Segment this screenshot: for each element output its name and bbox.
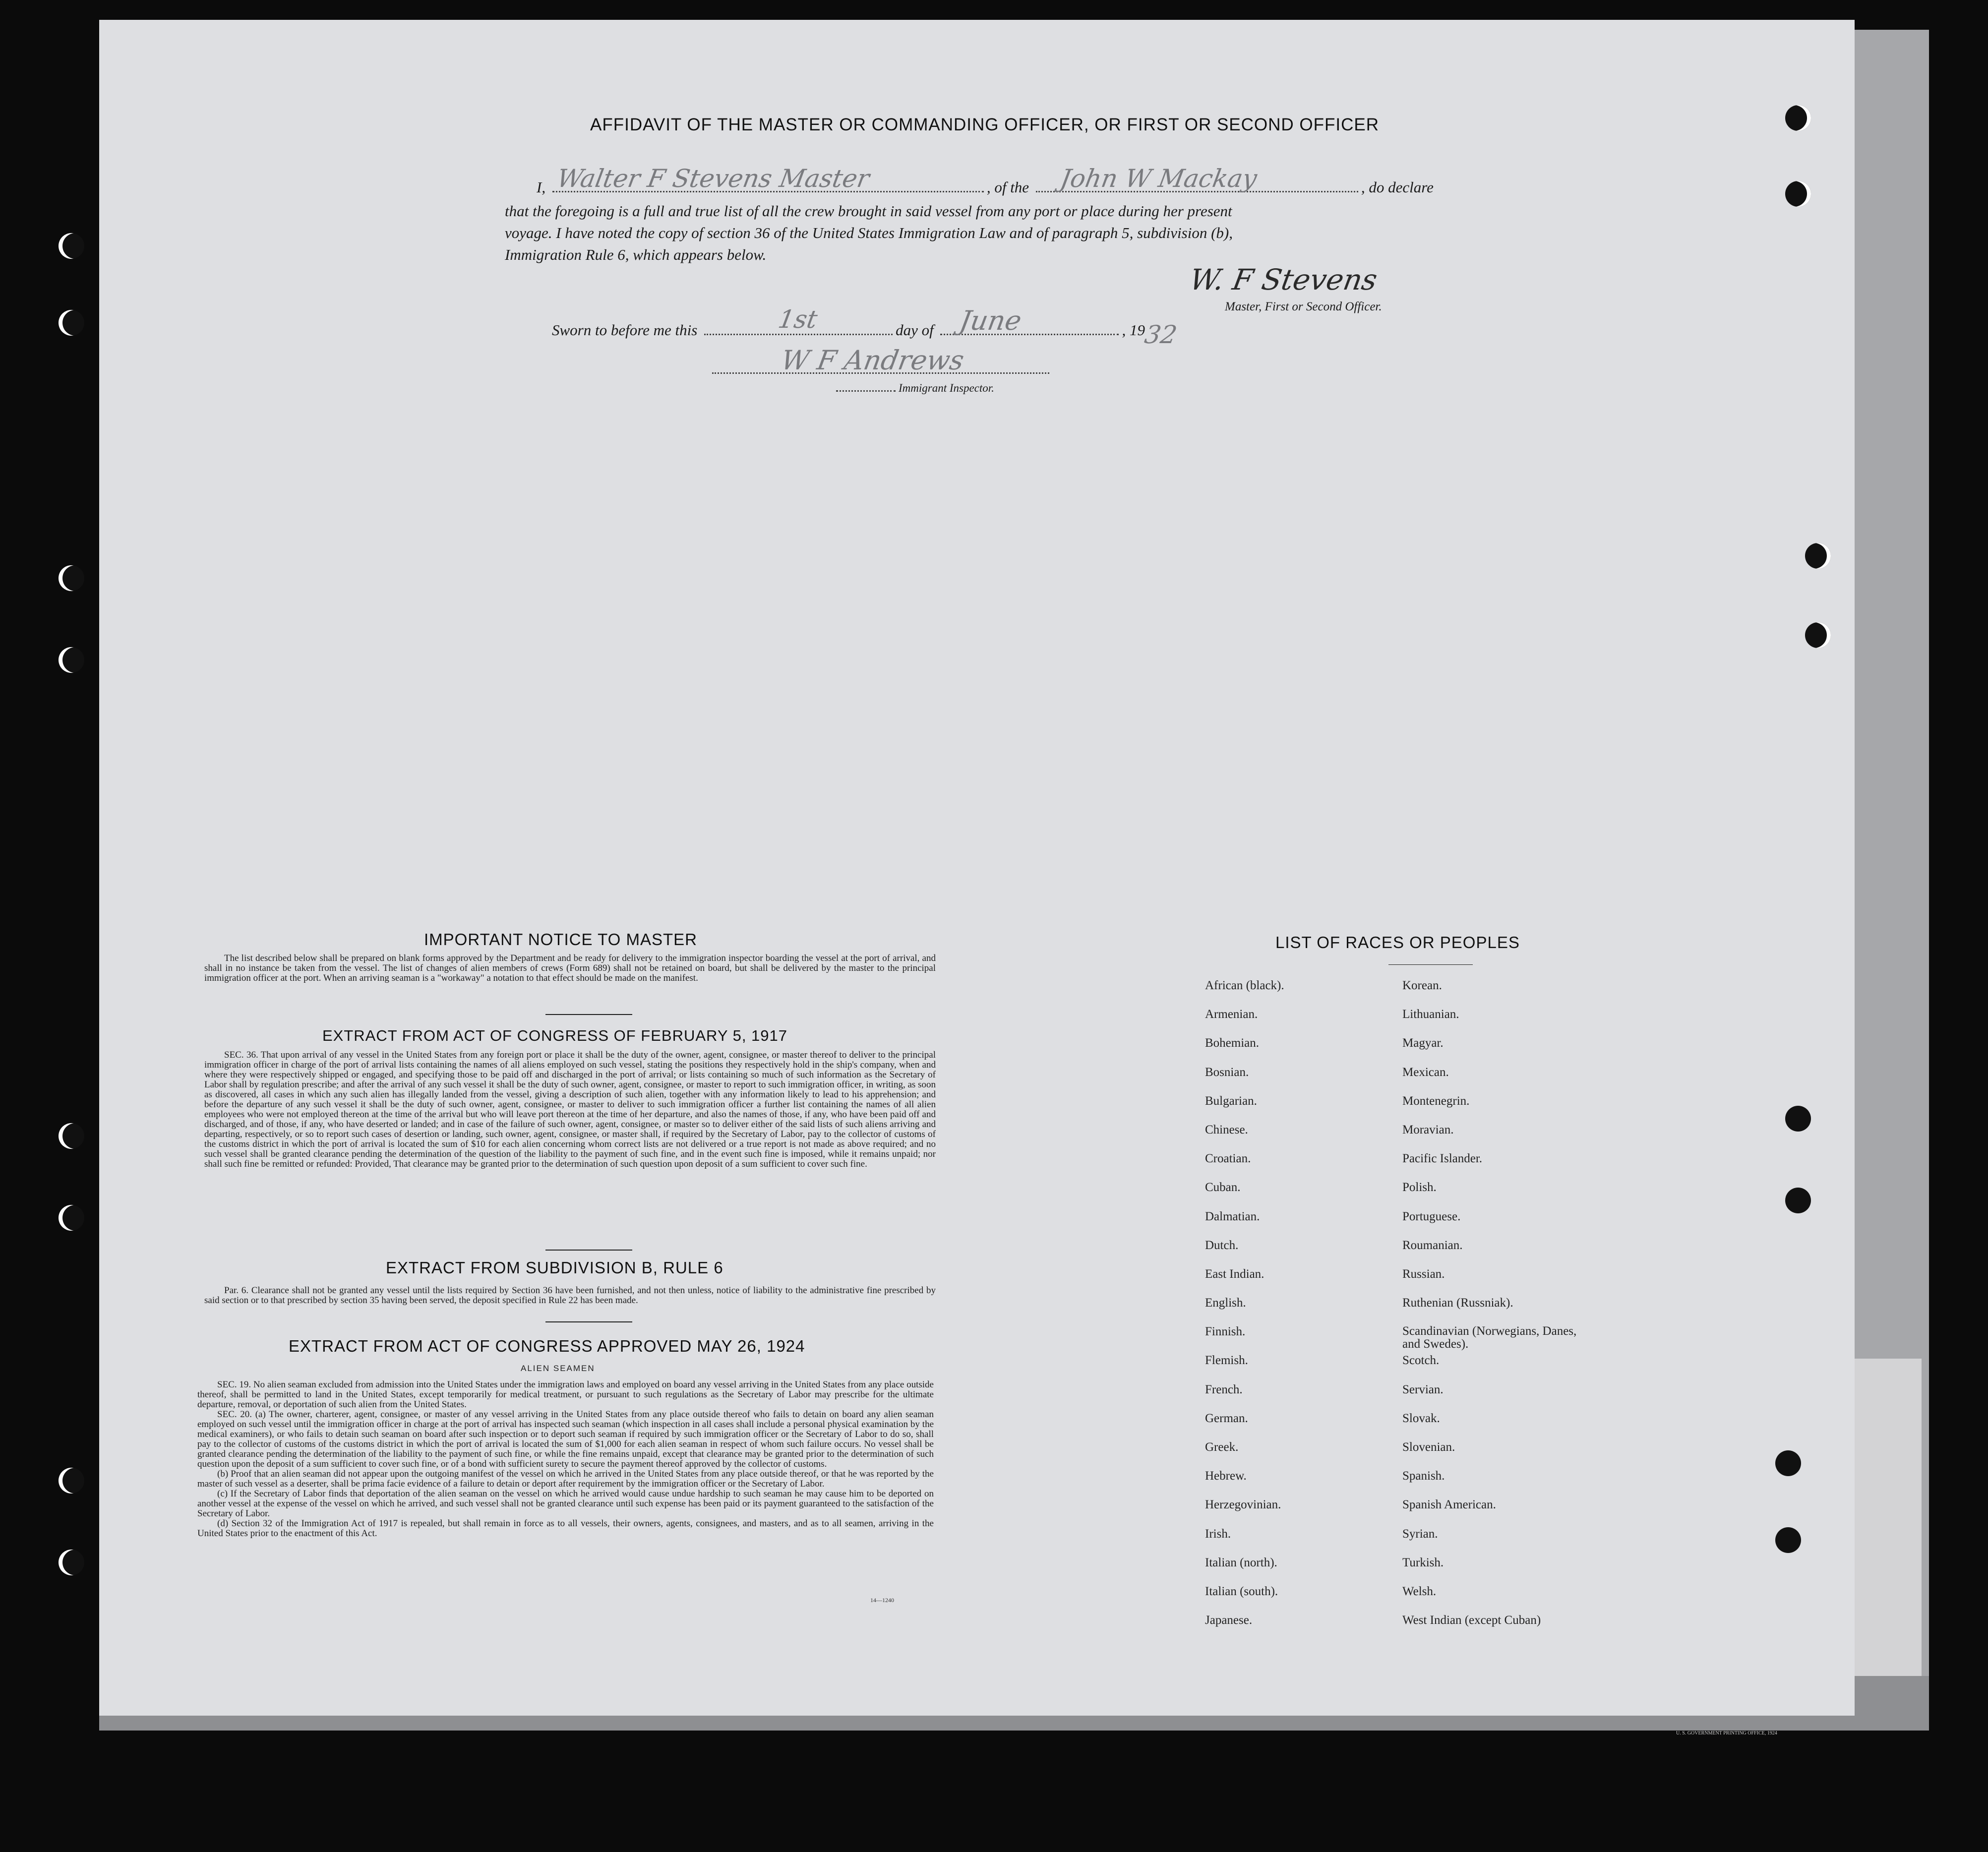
punch-hole bbox=[1805, 622, 1831, 648]
affidavit-line-1 bbox=[537, 164, 1459, 196]
affidavit-line-4: Immigration Rule 6, which appears below. bbox=[505, 246, 767, 263]
race-item: Hebrew. bbox=[1205, 1469, 1247, 1483]
race-item: Italian (south). bbox=[1205, 1584, 1278, 1598]
race-item: Irish. bbox=[1205, 1527, 1231, 1541]
race-item: Dutch. bbox=[1205, 1238, 1239, 1252]
race-item: Slovak. bbox=[1402, 1411, 1440, 1425]
affidavit-title: AFFIDAVIT OF THE MASTER OR COMMANDING OFFICER, OR FIRST OR SECOND OFFICER bbox=[590, 115, 1380, 134]
divider bbox=[545, 1250, 632, 1251]
race-item: Flemish. bbox=[1205, 1354, 1248, 1368]
race-item: Lithuanian. bbox=[1402, 1008, 1459, 1021]
extract-1917-text bbox=[204, 1050, 936, 1169]
races-left-column bbox=[1205, 979, 1284, 1642]
race-item: Spanish American. bbox=[1402, 1498, 1496, 1512]
master-name-handwriting: Walter F Stevens Master bbox=[554, 164, 872, 193]
race-item: German. bbox=[1205, 1411, 1248, 1425]
extract-1917-paragraph: SEC. 36. That upon arrival of any vessel in the United States from any foreign port or place it shall be the duty of the owner, agent, consignee, or master thereof to deliver to the principal immigration officer in charge of the port of arrival lists containing the names of all aliens employed on such vessel, stating the positions they respectively hold in the ship's company, when and where they were respectively shipped or engaged, and specifying those to be paid off and discharged in the port of arrival; or lists containing so much of such information as the Secretary of Labor shall by regulation prescribe; and after the arrival of any such vessel it shall be the duty of such owner, agent, consignee, or master to report to such immigration officer, in writing, as soon as discovered, all cases in which any such alien has illegally landed from the vessel, giving a description of such alien, together with any information likely to lead to his apprehension; and before the departure of any such vessel it shall be the duty of such owner, agent, consignee, or master to deliver to such immigration officer a further list containing the names of all alien employees who were not employed thereon at the time of the arrival but who will leave port thereon at the time of her departure, and also the names of those, if any, who have been paid off and discharged, and of those, if any, who have deserted or landed; and in case of the failure of such owner, agent, consignee, or master so to deliver either of the said lists of such aliens arriving and departing, respectively, or so to report such cases of desertion or landing, such owner, agent, consignee, or master shall, if required by the Secretary of Labor, pay to the collector of customs of the customs district in which the port of arrival is located the sum of $10 for each alien concerning whom correct lists are not delivered or a true report is not made as above required; and no such vessel shall be granted clearance pending the determination of the question of the liability to the payment of such fine, and in the event such fine is imposed, while it remains unpaid; nor shall such fine be remitted or refunded: Provided, That clearance may be granted prior to the determination of such question upon deposit of a sum sufficient to cover such fine. bbox=[204, 1050, 936, 1169]
race-item: Ruthenian (Russniak). bbox=[1402, 1296, 1513, 1310]
of-the-label: , of the bbox=[986, 179, 1029, 196]
race-item: Servian. bbox=[1402, 1382, 1444, 1396]
sworn-day-field bbox=[704, 305, 893, 335]
punch-hole bbox=[1775, 1527, 1801, 1553]
notice-paragraph: The list described below shall be prepared on blank forms approved by the Department and be ready for delivery to the immigration inspector boarding the vessel at the port of arrival, and shall in no instance be taken from the vessel. The list of changes of alien members of crews (Form 689) shall not be retained on board, but shall be delivered by the master to the principal immigration officer at the port. When an arriving seaman is a "workaway" a notation to that effect should be made on the manifest. bbox=[204, 953, 936, 983]
extract-1924-title: EXTRACT FROM ACT OF CONGRESS APPROVED MAY 26, 1924 bbox=[289, 1337, 805, 1355]
races-right-column bbox=[1402, 979, 1591, 1642]
day-of-label: day of bbox=[896, 321, 934, 339]
inspector-caption-line bbox=[833, 382, 994, 395]
inspector-caption-dots bbox=[836, 387, 896, 392]
sec-20c-paragraph: (c) If the Secretary of Labor finds that deportation of the alien seaman on the vessel on which he arrived would cause undue hardship to such seaman he may cause him to be deported on another vessel at the expense of the vessel on which he arrived, and such vessel shall not be granted clearance until such expense has been paid or its payment guaranteed to the satisfaction of the Secretary of Labor. bbox=[197, 1489, 934, 1519]
punch-hole bbox=[59, 647, 84, 673]
race-item: Bohemian. bbox=[1205, 1036, 1260, 1050]
vessel-name-field bbox=[1036, 164, 1358, 193]
sworn-label: Sworn to before me this bbox=[552, 321, 698, 339]
divider bbox=[545, 1321, 632, 1322]
divider bbox=[1388, 964, 1473, 965]
printing-office-imprint: U. S. GOVERNMENT PRINTING OFFICE, 1924 bbox=[1676, 1731, 1777, 1736]
race-item: Korean. bbox=[1402, 979, 1442, 992]
race-item: Greek. bbox=[1205, 1440, 1239, 1454]
extract-1924-text bbox=[197, 1380, 934, 1539]
vessel-name-handwriting: John W Mackay bbox=[1058, 164, 1260, 193]
punch-hole bbox=[1785, 105, 1811, 131]
sec-19-paragraph: SEC. 19. No alien seaman excluded from admission into the United States under the immigration laws and employed on board any vessel arriving in the United States from any place outside thereof, shall be permitted to land in the United States, except temporarily for medical treatment, or pursuant to such regulations as the Secretary of Labor may prescribe for the ultimate departure, removal, or deportation of such alien from the United States. bbox=[197, 1379, 934, 1410]
subdivision-b-text bbox=[204, 1286, 936, 1306]
punch-hole bbox=[1785, 1188, 1811, 1213]
punch-hole bbox=[59, 565, 84, 591]
divider bbox=[545, 1014, 632, 1015]
subdivision-b-title: EXTRACT FROM SUBDIVISION B, RULE 6 bbox=[386, 1258, 723, 1277]
affidavit-line-3: voyage. I have noted the copy of section 36 of the United States Immigration Law and of paragraph 5, subdivision (b), bbox=[505, 224, 1233, 241]
race-item: Mexican. bbox=[1402, 1065, 1449, 1079]
race-item: East Indian. bbox=[1205, 1267, 1265, 1281]
races-title: LIST OF RACES OR PEOPLES bbox=[1275, 933, 1520, 952]
punch-hole bbox=[59, 310, 84, 336]
subdivision-b-paragraph: Par. 6. Clearance shall not be granted any vessel until the lists required by Section 36 have been furnished, and not then unless, notice of liability to the administrative fine prescribed by said section or to that prescribed by section 35 having been served, the deposit specified in Rule 22 has been made. bbox=[204, 1285, 936, 1306]
punch-hole bbox=[59, 1550, 84, 1575]
race-item: Dalmatian. bbox=[1205, 1209, 1260, 1223]
race-item: Chinese. bbox=[1205, 1123, 1248, 1136]
race-item: Herzegovinian. bbox=[1205, 1498, 1281, 1512]
race-item: Turkish. bbox=[1402, 1555, 1444, 1569]
alien-seamen-subtitle: ALIEN SEAMEN bbox=[521, 1364, 595, 1373]
form-number: 14—1240 bbox=[870, 1597, 894, 1604]
punch-hole bbox=[59, 233, 84, 259]
punch-hole bbox=[1805, 543, 1831, 569]
sworn-day-handwriting: 1st bbox=[776, 305, 820, 334]
punch-hole bbox=[1775, 1450, 1801, 1476]
race-item: Italian (north). bbox=[1205, 1555, 1277, 1569]
sec-20d-paragraph: (d) Section 32 of the Immigration Act of 1917 is repealed, but shall remain in force as to all vessels, their owners, agents, consignees, and masters, and as to all seamen, arriving in the United States prior to the enactment of this Act. bbox=[197, 1518, 934, 1539]
sworn-year-handwriting: 32 bbox=[1142, 320, 1179, 349]
notice-text bbox=[204, 954, 936, 983]
inspector-signature-field bbox=[712, 345, 1049, 376]
race-item: African (black). bbox=[1205, 979, 1284, 992]
race-item: Magyar. bbox=[1402, 1036, 1444, 1050]
race-item: Japanese. bbox=[1205, 1613, 1253, 1627]
race-item: Cuban. bbox=[1205, 1181, 1241, 1195]
year-prefix: , 19 bbox=[1122, 321, 1145, 339]
punch-hole bbox=[59, 1123, 84, 1149]
affidavit-i: I, bbox=[537, 179, 546, 196]
race-item: Croatian. bbox=[1205, 1152, 1251, 1166]
race-item: Scandinavian (Norwegians, Danes, and Swedes). bbox=[1402, 1324, 1577, 1351]
sworn-line bbox=[552, 305, 1185, 349]
inspector-signature: W F Andrews bbox=[779, 345, 966, 376]
punch-hole bbox=[59, 1205, 84, 1231]
punch-hole bbox=[1785, 1106, 1811, 1132]
do-declare-label: , do declare bbox=[1361, 179, 1434, 196]
race-item: Moravian. bbox=[1402, 1123, 1454, 1136]
race-item: Spanish. bbox=[1402, 1469, 1445, 1483]
punch-hole bbox=[59, 1468, 84, 1494]
sec-20b-paragraph: (b) Proof that an alien seaman did not appear upon the outgoing manifest of the vessel on which he arrived in the United States from any place outside thereof, or that he was reported by the master of such vessel as a deserter, shall be prima facie evidence of a failure to detain or deport after requirement by the immigration officer or the Secretary of Labor. bbox=[197, 1469, 934, 1489]
race-item: Welsh. bbox=[1402, 1584, 1437, 1598]
race-item: Finnish. bbox=[1205, 1325, 1246, 1339]
affidavit-line-2: that the foregoing is a full and true list of all the crew brought in said vessel from any port or place during her present bbox=[505, 202, 1232, 220]
race-item: Polish. bbox=[1402, 1181, 1437, 1195]
notice-title: IMPORTANT NOTICE TO MASTER bbox=[424, 930, 698, 949]
race-item: West Indian (except Cuban) bbox=[1402, 1613, 1541, 1627]
race-item: English. bbox=[1205, 1296, 1246, 1310]
master-signature: W. F Stevens bbox=[1187, 263, 1380, 297]
sworn-month-field bbox=[940, 305, 1119, 336]
race-item: Bulgarian. bbox=[1205, 1094, 1257, 1108]
race-item: Pacific Islander. bbox=[1402, 1152, 1483, 1166]
race-item: Bosnian. bbox=[1205, 1065, 1249, 1079]
master-signature-caption: Master, First or Second Officer. bbox=[1225, 300, 1382, 313]
extract-1917-title: EXTRACT FROM ACT OF CONGRESS OF FEBRUARY 5, 1917 bbox=[322, 1027, 788, 1044]
master-name-field bbox=[552, 164, 984, 193]
punch-hole bbox=[1785, 181, 1811, 207]
race-item: Syrian. bbox=[1402, 1527, 1438, 1541]
sworn-month-handwriting: June bbox=[957, 305, 1024, 336]
race-item: Armenian. bbox=[1205, 1008, 1258, 1021]
inspector-caption: Immigrant Inspector. bbox=[899, 382, 994, 394]
race-item: Roumanian. bbox=[1402, 1238, 1463, 1252]
race-item: Portuguese. bbox=[1402, 1209, 1461, 1223]
race-item: Slovenian. bbox=[1402, 1440, 1455, 1454]
sec-20a-paragraph: SEC. 20. (a) The owner, charterer, agent, consignee, or master of any vessel arriving in the United States from any place outside thereof who fails to detain on board any alien seaman employed on such vessel until the immigration officer in charge at the port of arrival has inspected such seaman (which inspection in all cases shall include a personal physical examination by the medical examiners), or who fails to detain such seaman on board after such inspection or to deport such seaman if required by such immigration officer or the Secretary of Labor to do so, shall pay to the collector of customs of the customs district in which the port of arrival is located the sum of $1,000 for each alien seaman in respect of whom such failure occurs. No vessel shall be granted clearance pending the determination of the liability to the payment of such fine, or while the fine remains unpaid, except that clearance may be granted prior to the determination of such question upon the deposit of a sum sufficient to cover such fine, or of a bond with sufficient surety to secure the payment thereof approved by the collector of customs. bbox=[197, 1409, 934, 1469]
race-item: Montenegrin. bbox=[1402, 1094, 1470, 1108]
race-item: French. bbox=[1205, 1382, 1243, 1396]
race-item: Russian. bbox=[1402, 1267, 1445, 1281]
race-item: Scotch. bbox=[1402, 1354, 1440, 1368]
